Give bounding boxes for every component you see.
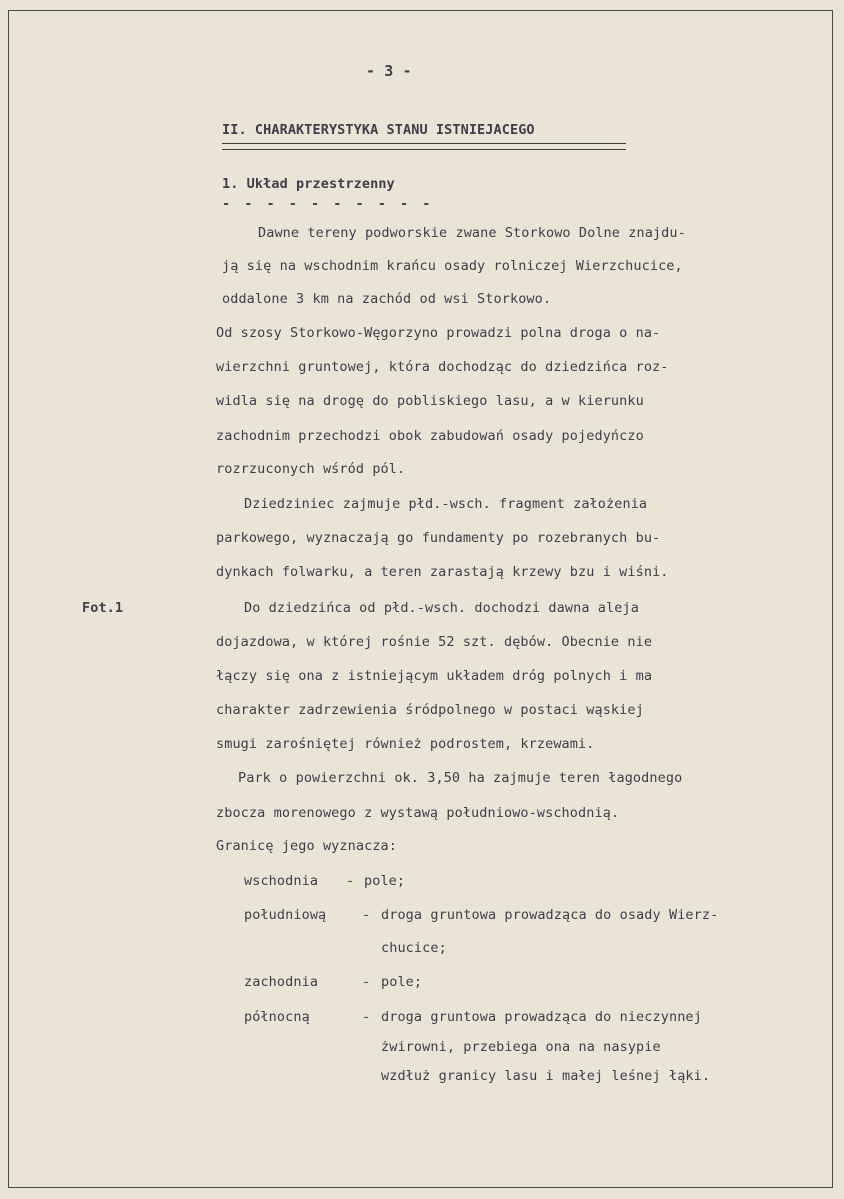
body-line: rozrzuconych wśród pól. <box>216 461 406 477</box>
boundary-side-west: zachodnia <box>244 974 319 990</box>
boundary-dash: - <box>362 974 371 990</box>
body-line: oddalone 3 km na zachód od wsi Storkowo. <box>222 291 552 307</box>
body-line: charakter zadrzewienia śródpolnego w postaci wąskiej <box>216 702 644 718</box>
boundary-desc-west: pole; <box>381 974 423 990</box>
margin-note: Fot.1 <box>82 600 124 616</box>
boundary-desc-south: droga gruntowa prowadząca do osady Wierz- <box>381 907 719 923</box>
body-line: ją się na wschodnim krańcu osady rolniczej Wierzchucice, <box>222 258 683 274</box>
body-line: Dziedziniec zajmuje płd.-wsch. fragment założenia <box>244 496 648 512</box>
body-line: Dawne tereny podworskie zwane Storkowo Dolne znajdu- <box>258 225 686 241</box>
boundary-desc-east: pole; <box>364 873 406 889</box>
boundary-side-east: wschodnia <box>244 873 319 889</box>
boundary-side-north: północną <box>244 1009 310 1025</box>
body-line: smugi zarośniętej również podrostem, krzewami. <box>216 736 595 752</box>
boundary-dash: - <box>362 907 371 923</box>
page-number: - 3 - <box>366 62 412 80</box>
boundary-side-south: południową <box>244 907 327 923</box>
boundary-desc-north-cont: wzdłuż granicy lasu i małej leśnej łąki. <box>381 1068 711 1084</box>
subsection-underline: - - - - - - - - - - <box>222 196 434 212</box>
boundary-dash: - <box>362 1009 371 1025</box>
section-title: II. CHARAKTERYSTYKA STANU ISTNIEJACEGO <box>222 122 535 138</box>
boundary-desc-north-cont: żwirowni, przebiega ona na nasypie <box>381 1039 661 1055</box>
body-line: Od szosy Storkowo-Węgorzyno prowadzi polna droga o na- <box>216 325 661 341</box>
boundary-desc-south-cont: chucice; <box>381 940 447 956</box>
body-line: parkowego, wyznaczają go fundamenty po rozebranych bu- <box>216 530 661 546</box>
section-title-underline <box>222 143 626 150</box>
boundary-dash: - <box>346 873 355 889</box>
body-line: wierzchni gruntowej, która dochodząc do dziedzińca roz- <box>216 359 669 375</box>
body-line: widla się na drogę do pobliskiego lasu, a w kierunku <box>216 393 644 409</box>
body-line: Do dziedzińca od płd.-wsch. dochodzi dawna aleja <box>244 600 639 616</box>
body-line: dynkach folwarku, a teren zarastają krzewy bzu i wiśni. <box>216 564 669 580</box>
body-line: zachodnim przechodzi obok zabudowań osady pojedyńczo <box>216 428 644 444</box>
boundary-desc-north: droga gruntowa prowadząca do nieczynnej <box>381 1009 702 1025</box>
body-line: łączy się ona z istniejącym układem dróg polnych i ma <box>216 668 653 684</box>
subsection-title: 1. Układ przestrzenny <box>222 176 395 192</box>
body-line: dojazdowa, w której rośnie 52 szt. dębów. Obecnie nie <box>216 634 653 650</box>
body-line: Granicę jego wyznacza: <box>216 838 398 854</box>
body-line: Park o powierzchni ok. 3,50 ha zajmuje teren łagodnego <box>238 770 683 786</box>
body-line: zbocza morenowego z wystawą południowo-wschodnią. <box>216 805 620 821</box>
